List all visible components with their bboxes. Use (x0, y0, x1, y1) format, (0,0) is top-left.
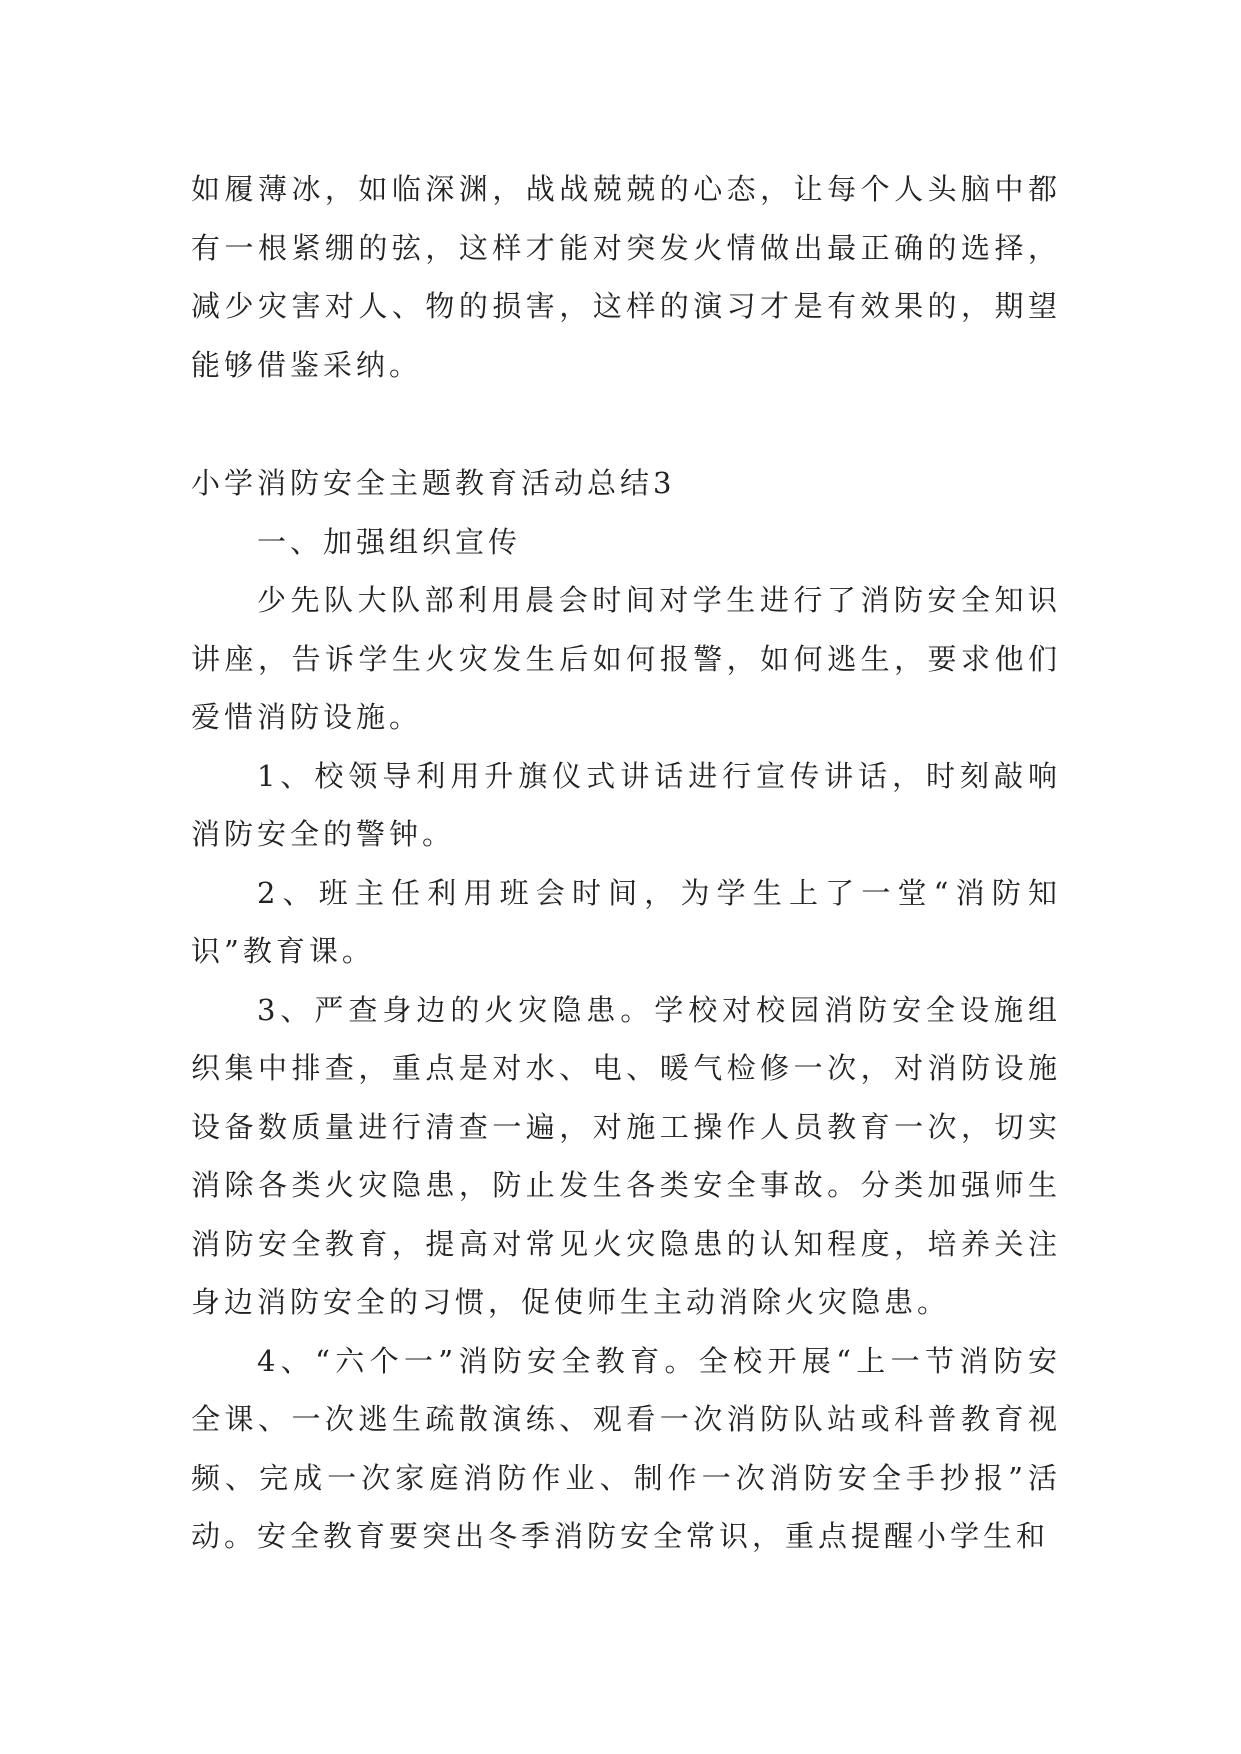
paragraph-item-2: 2、班主任利用班会时间，为学生上了一堂“消防知识”教育课。 (191, 875, 1061, 968)
paragraph-item-4: 4、“六个一”消防安全教育。全校开展“上一节消防安全课、一次逃生疏散演练、观看一次消防队站或科普教育视频、完成一次家庭消防作业、制作一次消防安全手抄报”活动。安全教育要突出冬季消防安全常识，重点提醒小学生和 (191, 1343, 1061, 1553)
paragraph-item-3: 3、严查身边的火灾隐患。学校对校园消防安全设施组织集中排查，重点是对水、电、暖气检修一次，对消防设施设备数质量进行清查一遍，对施工操作人员教育一次，切实消除各类火灾隐患，防止发生各类安全事故。分类加强师生消防安全教育，提高对常见火灾隐患的认知程度，培养关注身边消防安全的习惯，促使师生主动消除火灾隐患。 (191, 992, 1061, 1319)
section-heading-organization: 一、加强组织宣传 (257, 524, 522, 559)
paragraph-lecture: 少先队大队部利用晨会时间对学生进行了消防安全知识讲座，告诉学生火灾发生后如何报警，如何逃生，要求他们爱惜消防设施。 (191, 583, 1061, 734)
paragraph-item-1: 1、校领导利用升旗仪式讲话进行宣传讲话，时刻敲响消防安全的警钟。 (191, 758, 1061, 851)
section-title: 小学消防安全主题教育活动总结3 (191, 466, 676, 500)
document-page (191, 160, 1061, 1566)
continuation-paragraph: 如履薄冰，如临深渊，战战兢兢的心态，让每个人头脑中都有一根紧绷的弦，这样才能对突发火情做出最正确的选择，减少灾害对人、物的损害，这样的演习才是有效果的，期望能够借鉴采纳。 (191, 172, 1061, 382)
